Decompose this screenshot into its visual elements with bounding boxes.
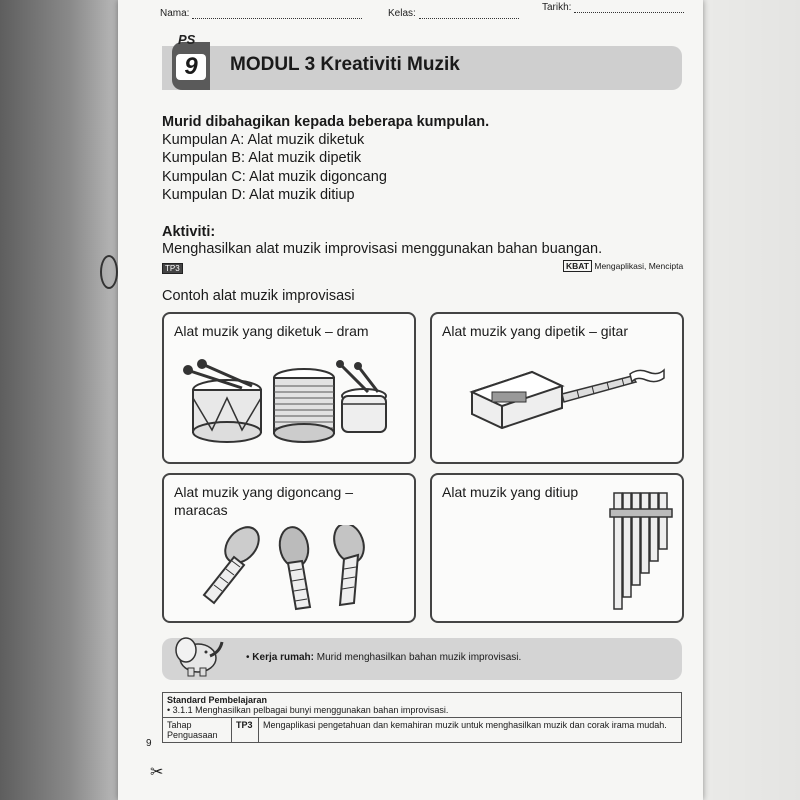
tahap-label: Tahap Penguasaan — [163, 718, 232, 743]
group-d: Kumpulan D: Alat muzik ditiup — [162, 187, 355, 203]
box-maracas — [162, 473, 416, 623]
sp-label: Standard Pembelajaran — [167, 695, 268, 705]
table-row — [163, 718, 682, 743]
ps-number: 9 — [176, 54, 206, 80]
box-maracas-title — [174, 483, 353, 519]
nama-label: Nama: — [160, 8, 190, 19]
box-panpipe — [430, 473, 684, 623]
box-maracas-title-line2: maracas — [174, 502, 228, 518]
box-guitar — [430, 312, 684, 464]
maracas-icon — [194, 525, 394, 615]
next-page-edge — [690, 0, 800, 800]
module-title: MODUL 3 Kreativiti Muzik — [230, 54, 460, 75]
box-panpipe-title: Alat muzik yang ditiup — [442, 484, 579, 500]
activity-text: Menghasilkan alat muzik improvisasi menggunakan bahan buangan. — [162, 241, 603, 257]
box-drum — [162, 312, 416, 464]
kbat-text: Mengaplikasi, Mencipta — [594, 261, 684, 271]
ps-label: PS — [178, 32, 196, 47]
kbat-tag: KBAT — [563, 260, 592, 272]
tarikh-field[interactable] — [542, 2, 684, 13]
desk-background-left — [0, 0, 118, 800]
homework-text: • Kerja rumah: Murid menghasilkan bahan muzik improvisasi. — [246, 652, 522, 663]
homework-label: Kerja rumah: — [252, 652, 314, 663]
kelas-label: Kelas: — [388, 8, 416, 19]
activity-heading: Aktiviti: — [162, 224, 216, 240]
page-number: 9 — [146, 738, 152, 749]
elephant-icon — [170, 630, 230, 678]
sp-item: • 3.1.1 Menghasilkan pelbagai bunyi menggunakan bahan improvisasi. — [167, 705, 449, 715]
box-guitar-title: Alat muzik yang dipetik – gitar — [442, 323, 628, 339]
box-maracas-title-line1: Alat muzik yang digoncang – — [174, 484, 353, 500]
nama-field[interactable] — [160, 8, 362, 19]
tarikh-label: Tarikh: — [542, 2, 572, 13]
drum-icon — [182, 358, 402, 448]
group-a: Kumpulan A: Alat muzik diketuk — [162, 132, 365, 148]
standards-table — [162, 692, 682, 743]
kelas-field[interactable] — [388, 8, 519, 19]
homework-body: Murid menghasilkan bahan muzik improvisasi. — [316, 652, 522, 663]
sp-cell — [163, 693, 682, 718]
scissors-icon: ✂ — [150, 764, 164, 781]
group-c: Kumpulan C: Alat muzik digoncang — [162, 169, 387, 185]
tp-cell: TP3 — [232, 718, 259, 743]
module-banner — [162, 32, 682, 90]
box-drum-title: Alat muzik yang diketuk – dram — [174, 323, 369, 339]
kbat-note — [563, 261, 683, 271]
group-b: Kumpulan B: Alat muzik dipetik — [162, 150, 362, 166]
tp-tag: TP3 — [162, 263, 183, 274]
binding-hole — [100, 255, 118, 289]
panpipe-icon — [608, 489, 678, 615]
example-heading: Contoh alat muzik improvisasi — [162, 288, 355, 304]
groups-intro: Murid dibahagikan kepada beberapa kumpulan. — [162, 114, 490, 130]
table-row — [163, 693, 682, 718]
tp-desc: Mengaplikasi pengetahuan dan kemahiran muzik untuk menghasilkan muzik dan corak irama mudah. — [259, 718, 682, 743]
guitar-icon — [462, 362, 672, 432]
